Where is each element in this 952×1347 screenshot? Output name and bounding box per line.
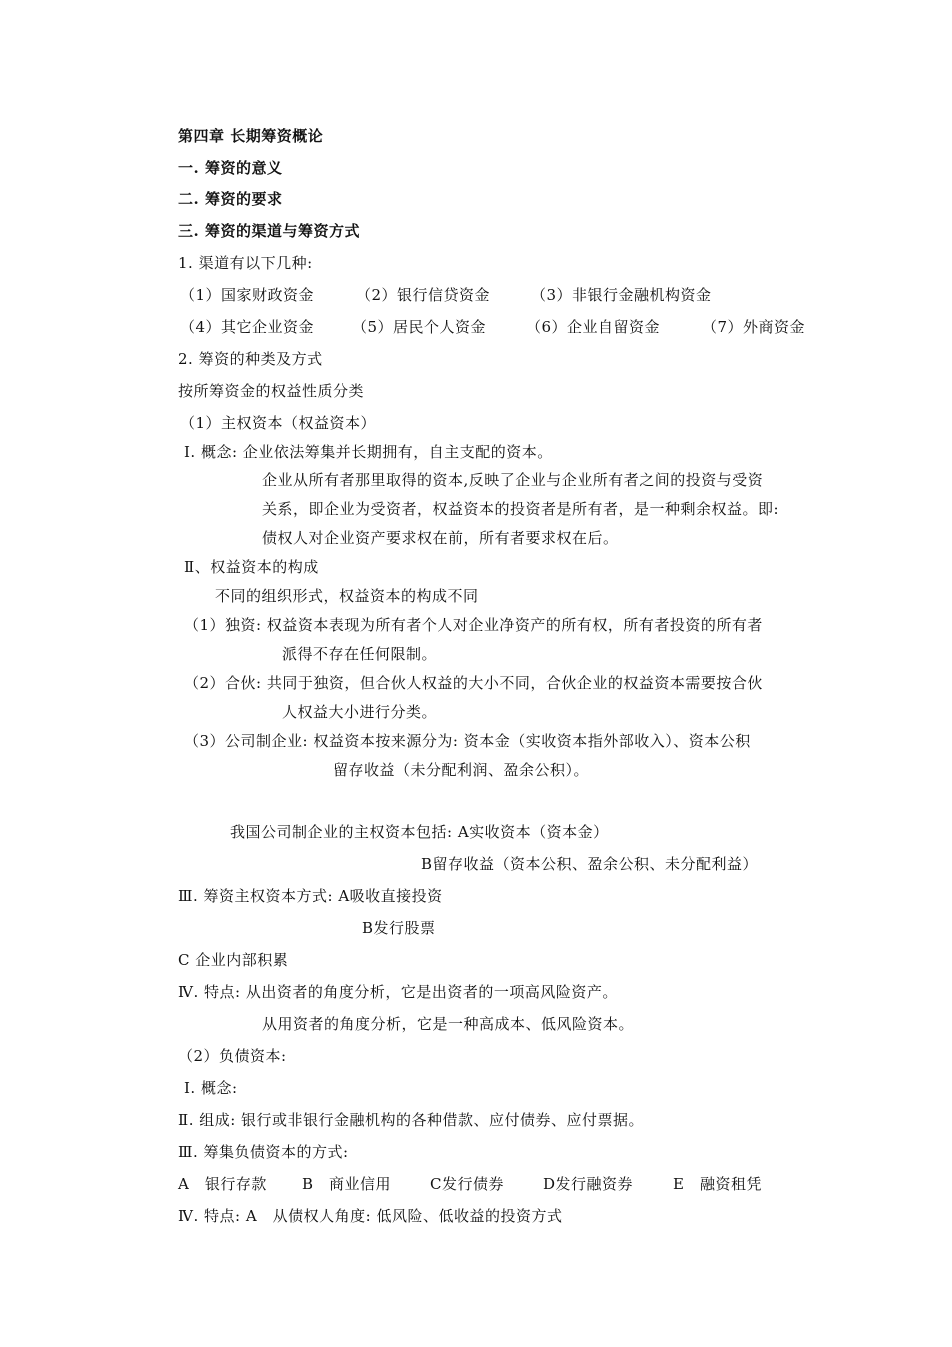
debt-methods-heading: Ⅲ. 筹集负债资本的方式:	[178, 1143, 349, 1161]
channel-item: （4）其它企业资金	[180, 318, 315, 336]
debt-composition: Ⅱ. 组成: 银行或非银行金融机构的各种借款、应付债券、应付票据。	[178, 1111, 645, 1129]
equity-features-1: Ⅳ. 特点: 从出资者的角度分析，它是出资者的一项高风险资产。	[178, 983, 618, 1001]
partner-line-2: 人权益大小进行分类。	[282, 703, 438, 721]
concept-line-2: 关系，即企业为受资者，权益资本的投资者是所有者，是一种剩余权益。即:	[262, 500, 780, 518]
chapter-title: 第四章 长期筹资概论	[178, 127, 324, 145]
channels-heading: 1. 渠道有以下几种:	[178, 254, 313, 272]
sole-line-2: 派得不存在任何限制。	[282, 645, 438, 663]
channel-item: （6）企业自留资金	[526, 318, 661, 336]
concept-line-3: 债权人对企业资产要求权在前，所有者要求权在后。	[262, 529, 619, 547]
debt-features: Ⅳ. 特点: A 从债权人角度: 低风险、低收益的投资方式	[178, 1207, 563, 1225]
debt-concept: Ⅰ. 概念:	[184, 1079, 238, 1097]
concept-line-1: 企业从所有者那里取得的资本,反映了企业与企业所有者之间的投资与受资	[262, 471, 764, 489]
debt-method-item: D发行融资券	[543, 1175, 634, 1193]
heading-channels-methods: 三. 筹资的渠道与筹资方式	[178, 222, 360, 240]
channel-item: （5）居民个人资金	[352, 318, 487, 336]
heading-requirements: 二. 筹资的要求	[178, 190, 283, 208]
equity-concept: Ⅰ. 概念: 企业依法筹集并长期拥有，自主支配的资本。	[184, 443, 553, 461]
china-corp-line-2: B留存收益（资本公积、盈余公积、未分配利益）	[421, 855, 759, 873]
equity-heading: （1）主权资本（权益资本）	[180, 414, 377, 432]
debt-method-item: C发行债券	[430, 1175, 504, 1193]
china-corp-line-1: 我国公司制企业的主权资本包括: A实收资本（资本金）	[230, 823, 609, 841]
equity-features-2: 从用资者的角度分析，它是一种高成本、低风险资本。	[262, 1015, 635, 1033]
equity-methods-heading: Ⅲ. 筹资主权资本方式: A吸收直接投资	[178, 887, 443, 905]
debt-method-item: B 商业信用	[302, 1175, 392, 1193]
corp-line-2: 留存收益（未分配利润、盈余公积）。	[333, 761, 590, 779]
debt-method-item: E 融资租凭	[673, 1175, 762, 1193]
heading-significance: 一. 筹资的意义	[178, 159, 283, 177]
debt-method-item: A 银行存款	[178, 1175, 267, 1193]
channel-item: （2）银行信贷资金	[356, 286, 491, 304]
composition-intro: 不同的组织形式，权益资本的构成不同	[215, 587, 479, 605]
sole-line-1: （1）独资: 权益资本表现为所有者个人对企业净资产的所有权，所有者投资的所有者	[184, 616, 763, 634]
equity-method-c: C 企业内部积累	[178, 951, 289, 969]
partner-line-1: （2）合伙: 共同于独资，但合伙人权益的大小不同，合伙企业的权益资本需要按合伙	[184, 674, 763, 692]
equity-method-b: B发行股票	[362, 919, 436, 937]
composition-heading: Ⅱ、权益资本的构成	[184, 558, 319, 576]
channel-item: （7）外商资金	[702, 318, 806, 336]
channel-item: （1）国家财政资金	[180, 286, 315, 304]
channel-item: （3）非银行金融机构资金	[531, 286, 712, 304]
classify-line: 按所筹资金的权益性质分类	[178, 382, 365, 400]
debt-heading: （2）负债资本:	[178, 1047, 287, 1065]
types-heading: 2. 筹资的种类及方式	[178, 350, 323, 368]
corp-line-1: （3）公司制企业: 权益资本按来源分为: 资本金（实收资本指外部收入）、资本公积	[184, 732, 751, 750]
